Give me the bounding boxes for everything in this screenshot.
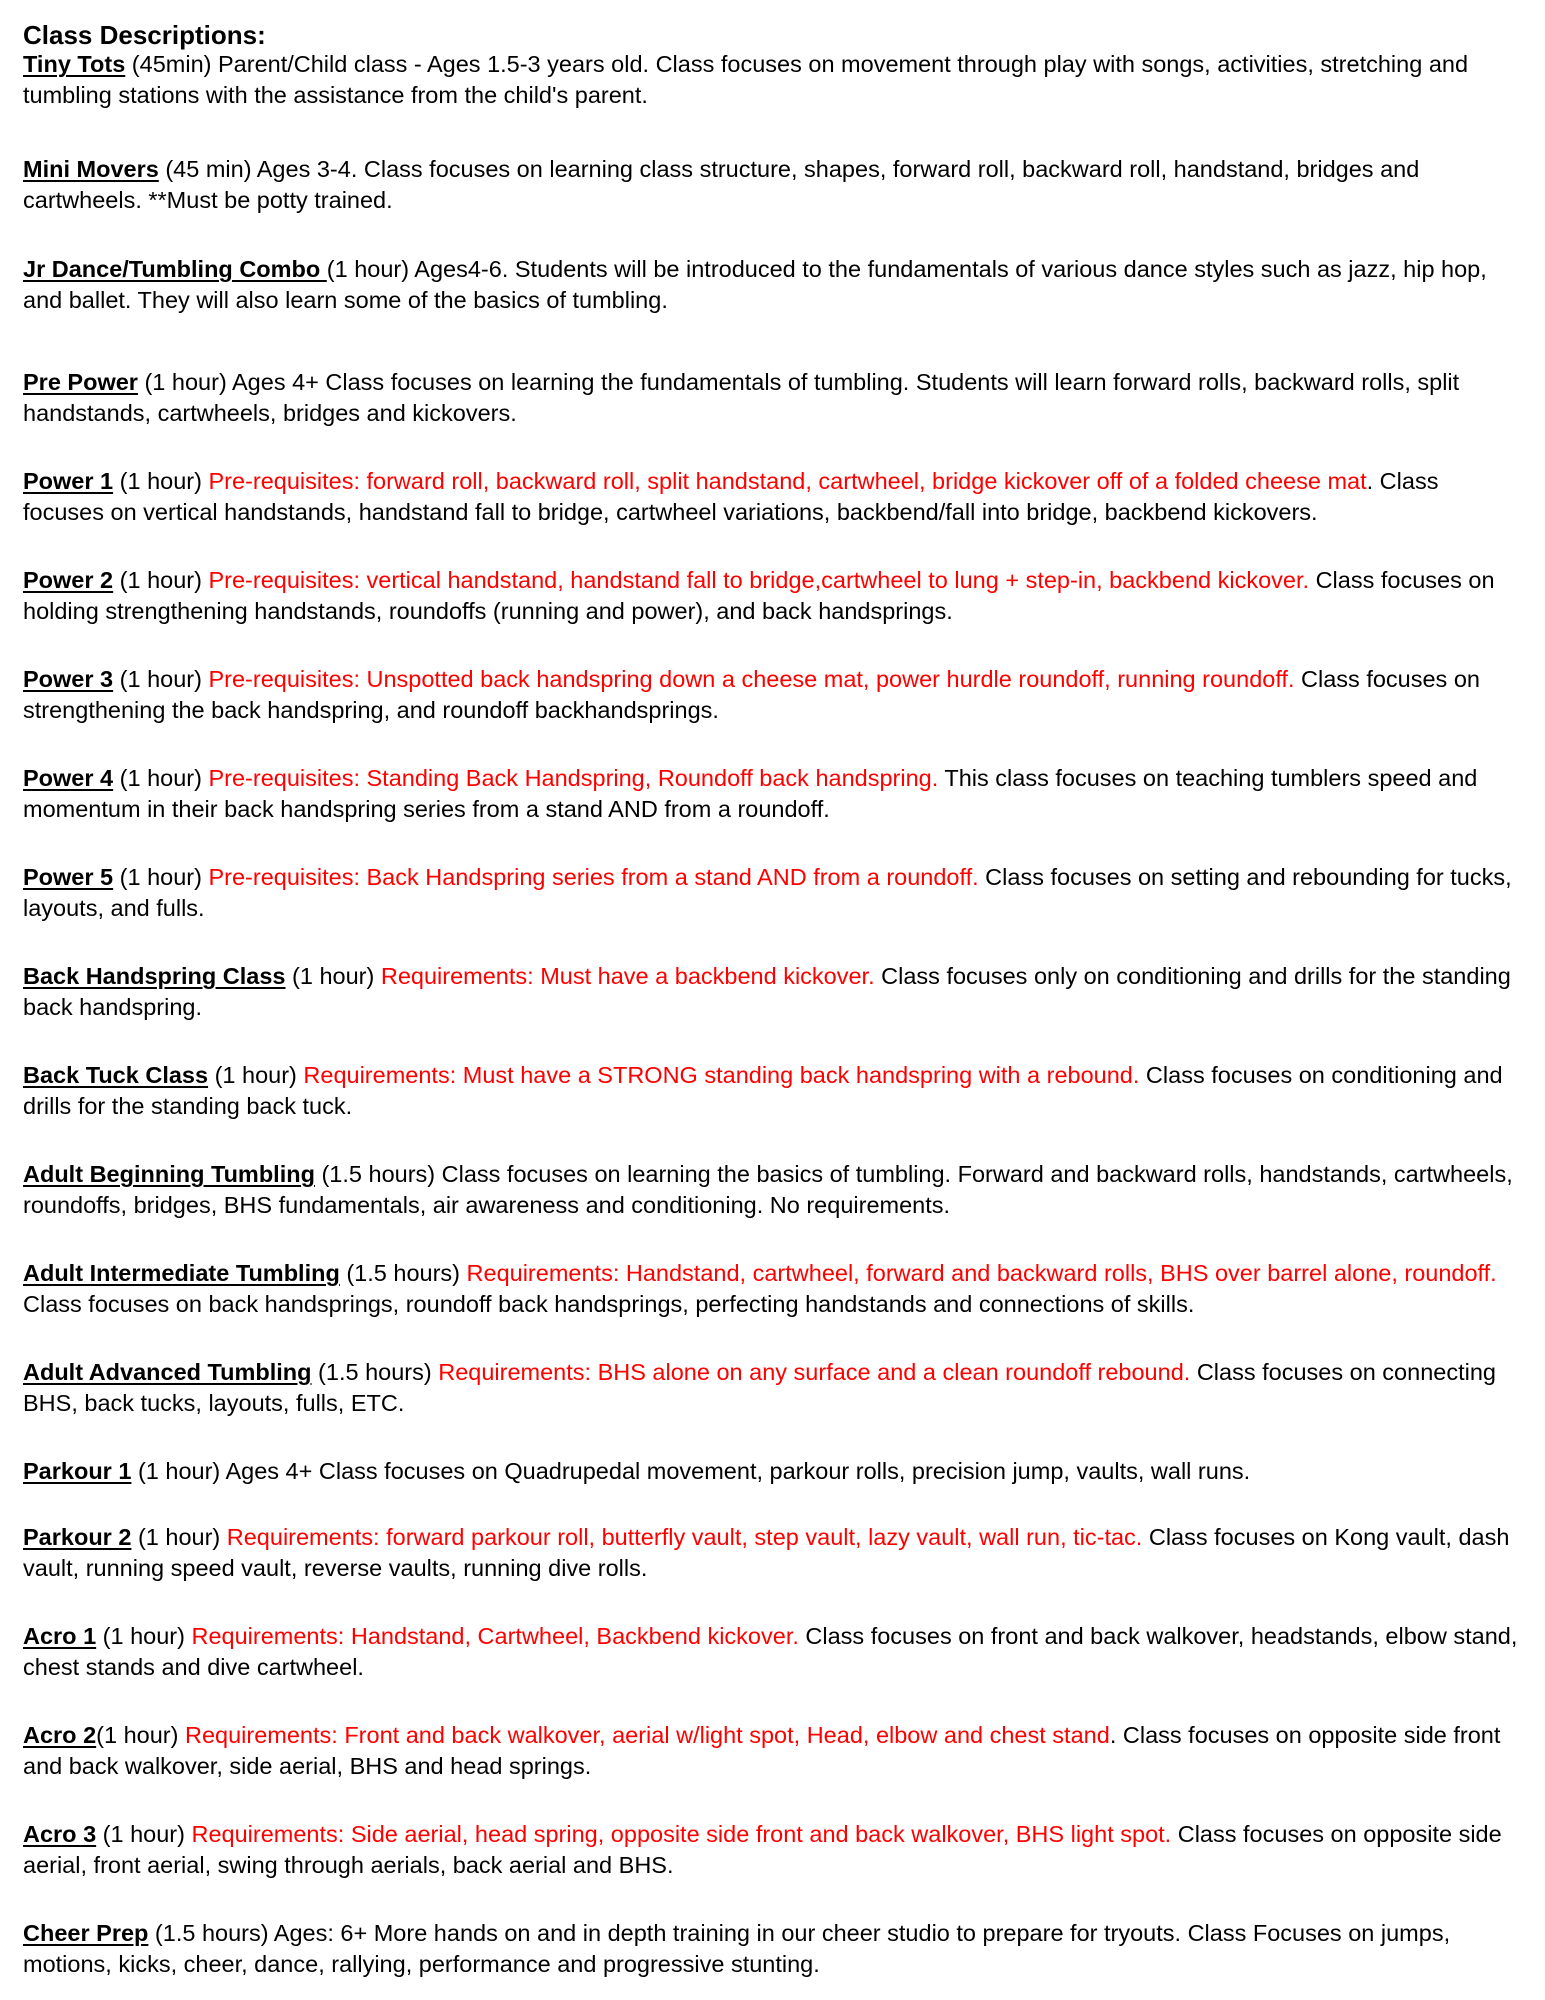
class-meta: (45 min) Ages 3-4. Class focuses on learning class structure, shapes, forward roll, backward roll, handstand, bridges and cartwheels. **Must be potty trained. bbox=[23, 156, 1420, 213]
class-entry-mini-movers bbox=[23, 154, 1523, 216]
class-name: Tiny Tots bbox=[23, 51, 126, 77]
class-meta: (1.5 hours) bbox=[311, 1359, 439, 1385]
class-description: Class focuses on opposite side aerial, front aerial, swing through aerials, back aerial and BHS. bbox=[23, 1821, 1502, 1878]
class-entry-acro-3 bbox=[23, 1819, 1523, 1881]
class-name: Cheer Prep bbox=[23, 1920, 149, 1946]
class-requirements: Requirements: Front and back walkover, aerial w/light spot, Head, elbow and chest stand bbox=[184, 1722, 1110, 1748]
class-description: Class focuses on conditioning and drills for the standing back tuck. bbox=[23, 1062, 1503, 1119]
class-description: Class focuses on back handsprings, roundoff back handsprings, perfecting handstands and connections of skills. bbox=[23, 1291, 1195, 1317]
class-meta: (1 hour) bbox=[96, 1722, 185, 1748]
class-meta: (1 hour) bbox=[113, 567, 209, 593]
class-description: Class focuses on setting and rebounding for tucks, layouts, and fulls. bbox=[23, 864, 1512, 921]
class-description: This class focuses on teaching tumblers speed and momentum in their back handspring series from a stand AND from a roundoff. bbox=[23, 765, 1478, 822]
class-name: Power 1 bbox=[23, 468, 114, 494]
class-requirements: Requirements: Must have a STRONG standing back handspring with a rebound. bbox=[303, 1062, 1140, 1088]
class-requirements: Requirements: BHS alone on any surface and a clean roundoff rebound. bbox=[438, 1359, 1191, 1385]
class-meta: (1 hour) bbox=[208, 1062, 304, 1088]
class-name: Acro 1 bbox=[23, 1623, 97, 1649]
class-name: Parkour 1 bbox=[23, 1458, 132, 1484]
class-name: Back Tuck Class bbox=[23, 1062, 209, 1088]
class-entry-power-4 bbox=[23, 763, 1523, 825]
class-entry-cheer-prep bbox=[23, 1918, 1523, 1980]
class-entry-back-handspring bbox=[23, 961, 1523, 1023]
class-name: Adult Beginning Tumbling bbox=[23, 1161, 315, 1187]
class-meta: (1 hour) bbox=[113, 468, 209, 494]
class-entry-adult-advanced-tumbling bbox=[23, 1357, 1523, 1419]
class-name: Mini Movers bbox=[23, 156, 159, 182]
class-requirements: Pre-requisites: Standing Back Handspring, Roundoff back handspring. bbox=[208, 765, 939, 791]
class-entry-parkour-1 bbox=[23, 1456, 1523, 1487]
class-entry-power-3 bbox=[23, 664, 1523, 726]
class-name: Power 4 bbox=[23, 765, 114, 791]
class-entry-adult-intermediate-tumbling bbox=[23, 1258, 1523, 1320]
class-entry-back-tuck bbox=[23, 1060, 1523, 1122]
class-name: Power 5 bbox=[23, 864, 114, 890]
class-requirements: Pre-requisites: Back Handspring series from a stand AND from a roundoff. bbox=[208, 864, 979, 890]
class-requirements: Requirements: Must have a backbend kickover. bbox=[380, 963, 875, 989]
class-meta: (1.5 hours) Ages: 6+ More hands on and in depth training in our cheer studio to prepare for tryouts. Class Focuses on jumps, motions, kicks, cheer, dance, rallying, performance and progressive stunting. bbox=[23, 1920, 1451, 1977]
class-meta: (1 hour) bbox=[113, 666, 209, 692]
class-name: Jr Dance/Tumbling Combo bbox=[23, 256, 327, 282]
class-description: Class focuses only on conditioning and drills for the standing back handspring. bbox=[23, 963, 1511, 1020]
class-meta: (1 hour) bbox=[113, 765, 209, 791]
class-description: . Class focuses on opposite side front and back walkover, side aerial, BHS and head springs. bbox=[23, 1722, 1501, 1779]
class-entry-acro-2 bbox=[23, 1720, 1523, 1782]
class-name: Adult Advanced Tumbling bbox=[23, 1359, 312, 1385]
page-title: Class Descriptions: bbox=[23, 20, 266, 50]
class-entry-power-2 bbox=[23, 565, 1523, 627]
class-meta: (45min) Parent/Child class - Ages 1.5-3 years old. Class focuses on movement through play with songs, activities, stretching and tumbling stations with the assistance from the child's parent. bbox=[23, 51, 1469, 108]
class-description: Class focuses on strengthening the back handspring, and roundoff backhandsprings. bbox=[23, 666, 1480, 723]
class-meta: (1 hour) bbox=[96, 1623, 192, 1649]
class-name: Acro 3 bbox=[23, 1821, 97, 1847]
class-requirements: Pre-requisites: forward roll, backward roll, split handstand, cartwheel, bridge kickover off of a folded cheese mat bbox=[208, 468, 1367, 494]
class-entry-jr-dance-tumbling-combo bbox=[23, 254, 1523, 316]
class-requirements: Requirements: Side aerial, head spring, opposite side front and back walkover, BHS light spot. bbox=[191, 1821, 1172, 1847]
class-name: Acro 2 bbox=[23, 1722, 97, 1748]
class-requirements: Requirements: forward parkour roll, butterfly vault, step vault, lazy vault, wall run, tic-tac. bbox=[226, 1524, 1143, 1550]
class-meta: (1 hour) bbox=[113, 864, 209, 890]
class-entry-pre-power bbox=[23, 367, 1523, 429]
class-description: Class focuses on connecting BHS, back tucks, layouts, fulls, ETC. bbox=[23, 1359, 1496, 1416]
class-entry-tiny-tots bbox=[23, 49, 1523, 111]
class-entry-acro-1 bbox=[23, 1621, 1523, 1683]
class-meta: (1.5 hours) Class focuses on learning the basics of tumbling. Forward and backward rolls, handstands, cartwheels, roundoffs, bridges, BHS fundamentals, air awareness and conditioning. No requirements. bbox=[23, 1161, 1513, 1218]
class-description: . Class focuses on vertical handstands, handstand fall to bridge, cartwheel variations, backbend/fall into bridge, backbend kickovers. bbox=[23, 468, 1439, 525]
class-meta: (1 hour) Ages 4+ Class focuses on Quadrupedal movement, parkour rolls, precision jump, vaults, wall runs. bbox=[131, 1458, 1251, 1484]
class-entry-power-5 bbox=[23, 862, 1523, 924]
class-entry-parkour-2 bbox=[23, 1522, 1523, 1584]
class-name: Back Handspring Class bbox=[23, 963, 286, 989]
class-requirements: Requirements: Handstand, cartwheel, forward and backward rolls, BHS over barrel alone, roundoff. bbox=[466, 1260, 1497, 1286]
class-meta: (1 hour) Ages 4+ Class focuses on learning the fundamentals of tumbling. Students will learn forward rolls, backward rolls, split handstands, cartwheels, bridges and kickovers. bbox=[23, 369, 1460, 426]
class-entry-adult-beginning-tumbling bbox=[23, 1159, 1523, 1221]
class-name: Power 2 bbox=[23, 567, 114, 593]
class-meta: (1 hour) bbox=[285, 963, 381, 989]
class-requirements: Pre-requisites: Unspotted back handspring down a cheese mat, power hurdle roundoff, running roundoff. bbox=[208, 666, 1295, 692]
class-name: Parkour 2 bbox=[23, 1524, 132, 1550]
class-name: Power 3 bbox=[23, 666, 114, 692]
class-meta: (1 hour) Ages4-6. Students will be introduced to the fundamentals of various dance styles such as jazz, hip hop, and ballet. They will also learn some of the basics of tumbling. bbox=[23, 256, 1487, 313]
class-requirements: Pre-requisites: vertical handstand, handstand fall to bridge,cartwheel to lung + step-in, backbend kickover. bbox=[208, 567, 1310, 593]
class-requirements: Requirements: Handstand, Cartwheel, Backbend kickover. bbox=[191, 1623, 799, 1649]
class-meta: (1 hour) bbox=[131, 1524, 227, 1550]
class-name: Pre Power bbox=[23, 369, 138, 395]
class-description: Class focuses on holding strengthening handstands, roundoffs (running and power), and back handsprings. bbox=[23, 567, 1495, 624]
class-entry-power-1 bbox=[23, 466, 1523, 528]
class-description: Class focuses on Kong vault, dash vault, running speed vault, reverse vaults, running dive rolls. bbox=[23, 1524, 1510, 1581]
class-meta: (1.5 hours) bbox=[339, 1260, 467, 1286]
class-description: Class focuses on front and back walkover, headstands, elbow stand, chest stands and dive cartwheel. bbox=[23, 1623, 1518, 1680]
class-meta: (1 hour) bbox=[96, 1821, 192, 1847]
class-name: Adult Intermediate Tumbling bbox=[23, 1260, 340, 1286]
